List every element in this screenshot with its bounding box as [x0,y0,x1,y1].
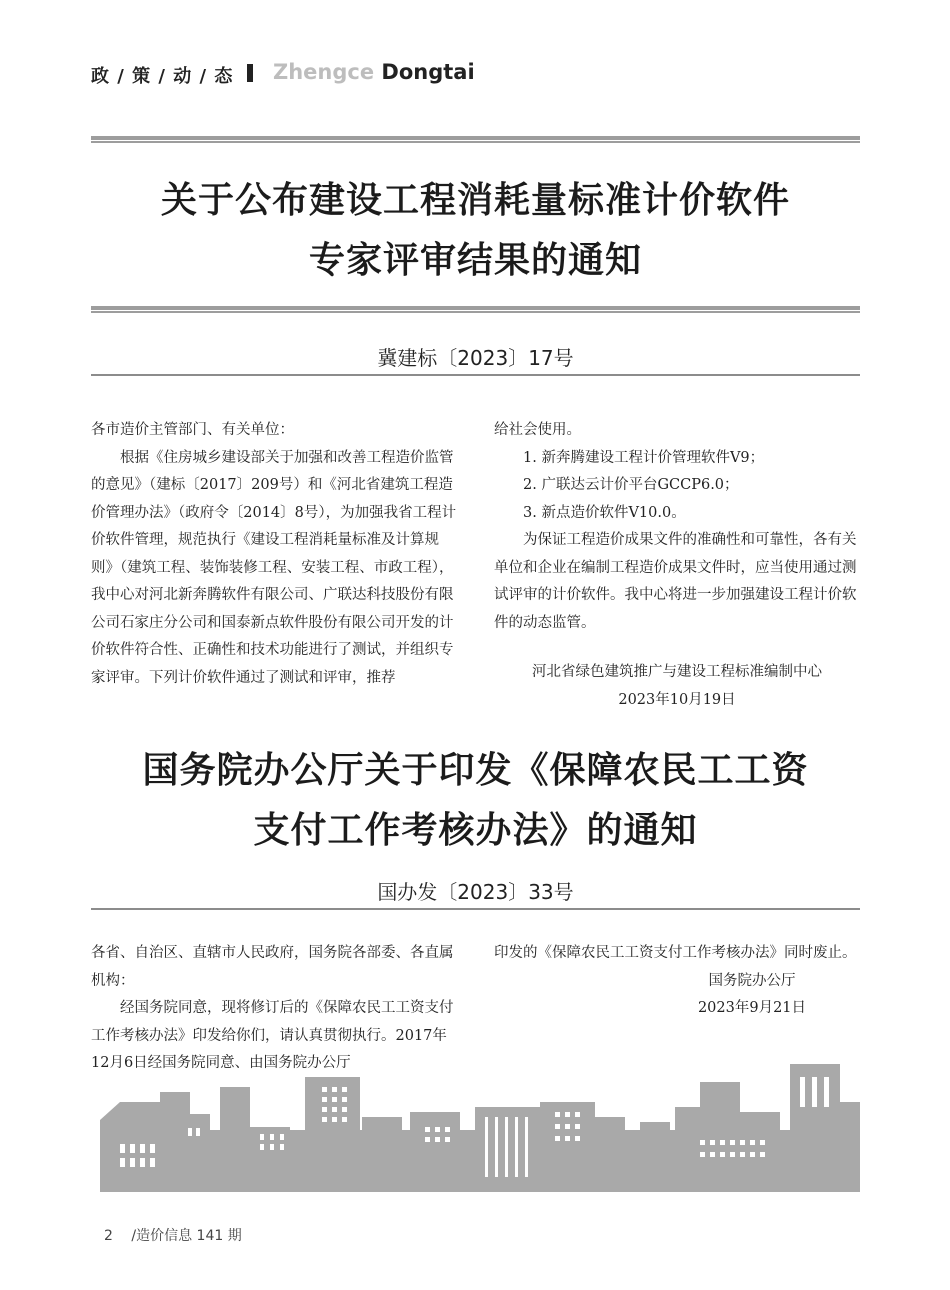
docno-rule [91,908,860,910]
article1-left-column [91,417,460,692]
section-en-dark: Dongtai [381,60,475,84]
article1-title [91,170,860,290]
article2-title [91,740,860,860]
article1-title-line1: 关于公布建设工程消耗量标准计价软件 [160,179,790,221]
article2-title-line2: 支付工作考核办法》的通知 [253,809,698,851]
list-item: 3. 新点造价软件V10.0。 [523,504,686,521]
article1-right-column [494,417,860,714]
publication-name: /造价信息 141 期 [131,1228,242,1244]
docno-rule [91,374,860,376]
list-item: 1. 新奔腾建设工程计价管理软件V9； [523,449,765,466]
page-footer [104,1225,242,1245]
page-number: 2 [104,1228,113,1244]
body-paragraph: 经国务院同意，现将修订后的《保障农民工工资支付工作考核办法》印发给你们，请认真贯彻执行。2017年12月6日经国务院同意、由国务院办公厅 [91,1000,454,1071]
title-rule-bottom [91,306,860,313]
article1-title-line2: 专家评审结果的通知 [308,239,642,281]
continuation: 印发的《保障农民工工资支付工作考核办法》同时废止。 [494,945,857,961]
continuation: 给社会使用。 [494,422,581,438]
city-skyline-illustration [100,1062,860,1192]
article2-title-line1: 国务院办公厅关于印发《保障农民工工资 [142,749,809,791]
section-divider-bar [247,64,253,82]
list-item: 2. 广联达云计价平台GCCP6.0； [523,477,739,493]
article1-doc-number: 冀建标〔2023〕17号 [377,346,574,370]
article2-left-column [91,940,460,1078]
article2-doc-number: 国办发〔2023〕33号 [377,880,574,904]
salutation: 各省、自治区、直辖市人民政府，国务院各部委、各直属机构： [91,945,454,989]
date: 2023年10月19日 [618,691,736,708]
body-paragraph: 根据《住房城乡建设部关于加强和改善工程造价监管的意见》（建标〔2017〕209号）和《河北省建筑工程造价管理办法》（政府令〔2014〕8号），为加强我省工程计价软件管理，规范执行《建设工程消耗量标准及计算规则》（建筑工程、装饰装修工程、安装工程、市政工程），我中心对河北新奔腾软件有限公司、广联达科技股份有限公司石家庄分公司和国泰新点软件股份有限公司开发的计价软件符合性、正确性和技术功能进行了测试，并组织专家评审。下列计价软件通过了测试和评审，推荐 [91,449,457,686]
salutation: 各市造价主管部门、有关单位： [91,422,294,438]
section-tag-english [273,60,475,84]
article2-right-column [494,940,860,1023]
date: 2023年9月21日 [697,1000,807,1016]
section-en-light: Zhengce [273,60,375,84]
signature: 河北省绿色建筑推广与建设工程标准编制中心 [532,664,822,680]
section-tag: 政 / 策 / 动 / 态 [91,66,234,87]
title-rule-top [91,136,860,143]
closing-paragraph: 为保证工程造价成果文件的准确性和可靠性，各有关单位和企业在编制工程造价成果文件时，应当使用通过测试评审的计价软件。我中心将进一步加强建设工程计价软件的动态监管。 [494,532,857,631]
signature: 国务院办公厅 [708,972,796,989]
